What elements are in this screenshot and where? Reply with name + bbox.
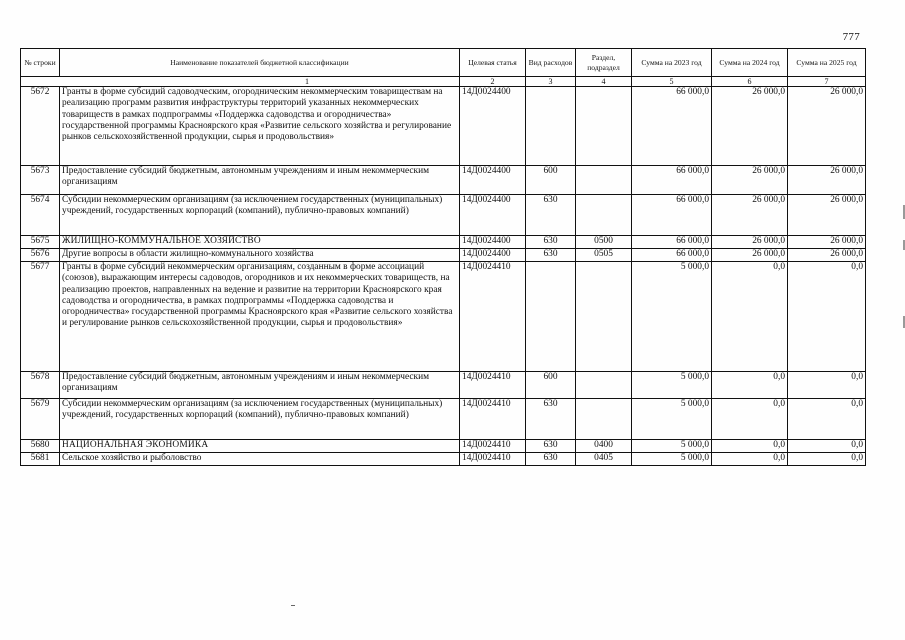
row-sum-2025: 0,0 — [788, 399, 866, 440]
column-number: 3 — [526, 77, 576, 87]
row-number: 5677 — [21, 262, 60, 372]
row-sum-2023: 5 000,0 — [632, 372, 712, 399]
row-sum-2025: 26 000,0 — [788, 166, 866, 195]
row-type — [526, 262, 576, 372]
row-type: 630 — [526, 399, 576, 440]
row-type: 630 — [526, 249, 576, 262]
table-row — [21, 372, 866, 399]
scan-speck — [291, 605, 295, 606]
header-row — [21, 49, 866, 77]
row-type: 600 — [526, 372, 576, 399]
row-section — [576, 166, 632, 195]
row-sum-2025: 0,0 — [788, 440, 866, 453]
header-row-no: № строки — [21, 49, 60, 77]
row-sum-2024: 0,0 — [712, 262, 788, 372]
row-sum-2024: 0,0 — [712, 440, 788, 453]
table-row — [21, 440, 866, 453]
row-target: 14Д0024410 — [460, 440, 526, 453]
table-row — [21, 166, 866, 195]
row-sum-2023: 5 000,0 — [632, 262, 712, 372]
table-row — [21, 262, 866, 372]
column-number: 1 — [21, 77, 460, 87]
row-sum-2024: 0,0 — [712, 453, 788, 466]
row-target: 14Д0024400 — [460, 236, 526, 249]
row-sum-2023: 66 000,0 — [632, 249, 712, 262]
row-sum-2025: 26 000,0 — [788, 87, 866, 166]
row-section: 0500 — [576, 236, 632, 249]
page-number: 777 — [842, 31, 860, 43]
row-sum-2024: 0,0 — [712, 399, 788, 440]
column-number: 6 — [712, 77, 788, 87]
row-number: 5672 — [21, 87, 60, 166]
header-sum-2024: Сумма на 2024 год — [712, 49, 788, 77]
row-name: Другие вопросы в области жилищно-коммунального хозяйства — [60, 249, 460, 262]
header-target: Целевая статья — [460, 49, 526, 77]
row-name: Сельское хозяйство и рыболовство — [60, 453, 460, 466]
row-section: 0405 — [576, 453, 632, 466]
column-number: 2 — [460, 77, 526, 87]
row-target: 14Д0024400 — [460, 87, 526, 166]
row-name: Субсидии некоммерческим организациям (за исключением государственных (муниципальных) учреждений, государственных корпораций (компаний), публично-правовых компаний) — [60, 195, 460, 236]
row-number: 5675 — [21, 236, 60, 249]
row-section: 0400 — [576, 440, 632, 453]
row-name: Субсидии некоммерческим организациям (за исключением государственных (муниципальных) учреждений, государственных корпораций (компаний), публично-правовых компаний) — [60, 399, 460, 440]
header-section: Раздел, подраздел — [576, 49, 632, 77]
row-type: 630 — [526, 236, 576, 249]
row-target: 14Д0024400 — [460, 249, 526, 262]
row-target: 14Д0024410 — [460, 453, 526, 466]
row-sum-2023: 5 000,0 — [632, 440, 712, 453]
row-section — [576, 399, 632, 440]
row-name: Гранты в форме субсидий садоводческим, огородническим некоммерческим товариществам на реализацию программ развития инфраструктуры территорий указанных некоммерческих товариществ в рамках подпрограммы «Поддержка садоводства и огородничества» государственной программы Красноярского края «Развитие сельского хозяйства и регулирование рынков сельскохозяйственной продукции, сырья и продовольствия» — [60, 87, 460, 166]
row-type: 600 — [526, 166, 576, 195]
row-target: 14Д0024400 — [460, 195, 526, 236]
row-sum-2025: 26 000,0 — [788, 249, 866, 262]
row-number: 5679 — [21, 399, 60, 440]
table-row — [21, 399, 866, 440]
row-sum-2025: 0,0 — [788, 372, 866, 399]
row-sum-2025: 0,0 — [788, 453, 866, 466]
row-section — [576, 195, 632, 236]
row-sum-2023: 5 000,0 — [632, 453, 712, 466]
row-sum-2025: 0,0 — [788, 262, 866, 372]
row-number: 5673 — [21, 166, 60, 195]
row-name: Предоставление субсидий бюджетным, автономным учреждениям и иным некоммерческим организациям — [60, 166, 460, 195]
row-name: Гранты в форме субсидий некоммерческим организациям, созданным в форме ассоциаций (союзов), выражающим интересы садоводов, огородников и их некоммерческих товариществ, на реализацию проектов, направленных на ведение и развитие на территории Красноярского края садоводства и огородничества, в рамках подпрограммы «Поддержка садоводства и огородничества» государственной программы Красноярского края «Развитие сельского хозяйства и регулирование рынков сельскохозяйственной продукции, сырья и продовольствия» — [60, 262, 460, 372]
row-name: НАЦИОНАЛЬНАЯ ЭКОНОМИКА — [60, 440, 460, 453]
row-sum-2024: 26 000,0 — [712, 249, 788, 262]
row-sum-2024: 26 000,0 — [712, 87, 788, 166]
row-number: 5676 — [21, 249, 60, 262]
table-row — [21, 87, 866, 166]
column-number: 5 — [632, 77, 712, 87]
row-type: 630 — [526, 440, 576, 453]
table-row — [21, 453, 866, 466]
row-section — [576, 87, 632, 166]
table-row — [21, 249, 866, 262]
row-target: 14Д0024410 — [460, 372, 526, 399]
row-sum-2023: 66 000,0 — [632, 236, 712, 249]
budget-table — [20, 48, 866, 466]
header-name: Наименование показателей бюджетной классификации — [60, 49, 460, 77]
row-sum-2024: 26 000,0 — [712, 236, 788, 249]
header-sum-2023: Сумма на 2023 год — [632, 49, 712, 77]
header-sum-2025: Сумма на 2025 год — [788, 49, 866, 77]
row-name: Предоставление субсидий бюджетным, автономным учреждениям и иным некоммерческим организациям — [60, 372, 460, 399]
row-section — [576, 372, 632, 399]
row-section: 0505 — [576, 249, 632, 262]
row-sum-2024: 26 000,0 — [712, 166, 788, 195]
row-sum-2023: 5 000,0 — [632, 399, 712, 440]
row-number: 5680 — [21, 440, 60, 453]
row-number: 5674 — [21, 195, 60, 236]
row-type: 630 — [526, 453, 576, 466]
row-section — [576, 262, 632, 372]
row-sum-2024: 0,0 — [712, 372, 788, 399]
row-type: 630 — [526, 195, 576, 236]
row-number: 5681 — [21, 453, 60, 466]
table-row — [21, 236, 866, 249]
header-type: Вид расходов — [526, 49, 576, 77]
column-number: 4 — [576, 77, 632, 87]
row-sum-2023: 66 000,0 — [632, 166, 712, 195]
row-name: ЖИЛИЩНО-КОММУНАЛЬНОЕ ХОЗЯЙСТВО — [60, 236, 460, 249]
row-type — [526, 87, 576, 166]
row-target: 14Д0024410 — [460, 399, 526, 440]
column-number-row — [21, 77, 866, 87]
row-sum-2024: 26 000,0 — [712, 195, 788, 236]
row-sum-2023: 66 000,0 — [632, 195, 712, 236]
row-target: 14Д0024400 — [460, 166, 526, 195]
row-number: 5678 — [21, 372, 60, 399]
row-target: 14Д0024410 — [460, 262, 526, 372]
row-sum-2025: 26 000,0 — [788, 236, 866, 249]
row-sum-2025: 26 000,0 — [788, 195, 866, 236]
column-number: 7 — [788, 77, 866, 87]
table-row — [21, 195, 866, 236]
row-sum-2023: 66 000,0 — [632, 87, 712, 166]
